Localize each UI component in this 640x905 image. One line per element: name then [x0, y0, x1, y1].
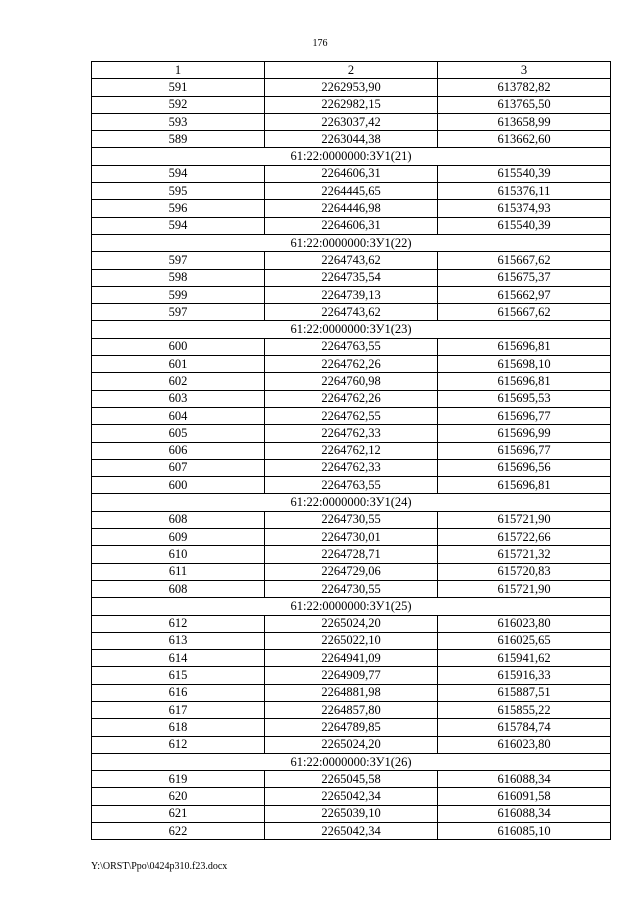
coordinate-y: 615675,37 — [438, 269, 611, 286]
table-row — [92, 546, 611, 563]
point-number: 615 — [92, 667, 265, 684]
table-row — [92, 771, 611, 788]
coordinate-y: 615696,77 — [438, 442, 611, 459]
table-row — [92, 113, 611, 130]
table-row — [92, 338, 611, 355]
point-number: 616 — [92, 684, 265, 701]
point-number: 622 — [92, 823, 265, 840]
point-number: 594 — [92, 217, 265, 234]
coordinate-y: 613782,82 — [438, 79, 611, 96]
coordinate-x: 2264763,55 — [265, 477, 438, 494]
coordinate-y: 615696,56 — [438, 459, 611, 476]
coordinate-x: 2263037,42 — [265, 113, 438, 130]
coordinate-x: 2265045,58 — [265, 771, 438, 788]
point-number: 611 — [92, 563, 265, 580]
coordinate-x: 2264730,01 — [265, 529, 438, 546]
coordinate-y: 616091,58 — [438, 788, 611, 805]
coordinate-x: 2262982,15 — [265, 96, 438, 113]
coordinate-y: 613765,50 — [438, 96, 611, 113]
point-number: 600 — [92, 338, 265, 355]
point-number: 609 — [92, 529, 265, 546]
coordinate-x: 2264762,33 — [265, 459, 438, 476]
coordinate-y: 615696,81 — [438, 338, 611, 355]
column-header-2: 2 — [265, 62, 438, 79]
point-number: 610 — [92, 546, 265, 563]
coordinate-y: 615374,93 — [438, 200, 611, 217]
coordinates-table-body — [92, 62, 611, 840]
table-row — [92, 390, 611, 407]
point-number: 592 — [92, 96, 265, 113]
coordinate-y: 615855,22 — [438, 701, 611, 718]
table-row — [92, 425, 611, 442]
table-row — [92, 286, 611, 303]
coordinate-y: 616023,80 — [438, 736, 611, 753]
coordinate-x: 2264762,26 — [265, 356, 438, 373]
point-number: 608 — [92, 580, 265, 597]
point-number: 597 — [92, 304, 265, 321]
table-row — [92, 96, 611, 113]
coordinate-x: 2264446,98 — [265, 200, 438, 217]
point-number: 621 — [92, 805, 265, 822]
table-row — [92, 529, 611, 546]
coordinate-x: 2264739,13 — [265, 286, 438, 303]
table-row — [92, 200, 611, 217]
coordinate-y: 615916,33 — [438, 667, 611, 684]
table-row — [92, 442, 611, 459]
point-number: 602 — [92, 373, 265, 390]
point-number: 600 — [92, 477, 265, 494]
coordinate-y: 616085,10 — [438, 823, 611, 840]
coordinate-y: 615720,83 — [438, 563, 611, 580]
coordinate-y: 615540,39 — [438, 217, 611, 234]
coordinate-x: 2265024,20 — [265, 736, 438, 753]
coordinate-y: 613662,60 — [438, 131, 611, 148]
coordinate-y: 615887,51 — [438, 684, 611, 701]
section-row — [92, 753, 611, 770]
coordinate-y: 615540,39 — [438, 165, 611, 182]
table-row — [92, 304, 611, 321]
table-row — [92, 165, 611, 182]
table-row — [92, 373, 611, 390]
coordinate-x: 2264760,98 — [265, 373, 438, 390]
coordinate-y: 615721,90 — [438, 580, 611, 597]
coordinate-x: 2264762,33 — [265, 425, 438, 442]
point-number: 606 — [92, 442, 265, 459]
table-row — [92, 701, 611, 718]
coordinate-y: 615695,53 — [438, 390, 611, 407]
coordinate-x: 2265042,34 — [265, 823, 438, 840]
point-number: 594 — [92, 165, 265, 182]
section-label: 61:22:0000000:ЗУ1(23) — [92, 321, 611, 338]
point-number: 593 — [92, 113, 265, 130]
page-number: 176 — [312, 38, 328, 49]
coordinate-y: 615667,62 — [438, 304, 611, 321]
coordinate-y: 615696,99 — [438, 425, 611, 442]
table-row — [92, 252, 611, 269]
coordinate-x: 2264763,55 — [265, 338, 438, 355]
table-row — [92, 823, 611, 840]
coordinate-x: 2264857,80 — [265, 701, 438, 718]
file-path-footer: Y:\ORST\Ppo\0424p310.f23.docx — [91, 861, 228, 872]
column-header-3: 3 — [438, 62, 611, 79]
coordinate-y: 616088,34 — [438, 771, 611, 788]
point-number: 604 — [92, 407, 265, 424]
coordinate-x: 2264735,54 — [265, 269, 438, 286]
coordinate-x: 2263044,38 — [265, 131, 438, 148]
coordinate-y: 615376,11 — [438, 183, 611, 200]
coordinate-x: 2264743,62 — [265, 304, 438, 321]
point-number: 591 — [92, 79, 265, 96]
coordinate-x: 2265039,10 — [265, 805, 438, 822]
section-row — [92, 598, 611, 615]
table-row — [92, 719, 611, 736]
point-number: 589 — [92, 131, 265, 148]
table-row — [92, 563, 611, 580]
coordinate-y: 616088,34 — [438, 805, 611, 822]
coordinate-x: 2264445,65 — [265, 183, 438, 200]
point-number: 619 — [92, 771, 265, 788]
coordinate-y: 616025,65 — [438, 632, 611, 649]
point-number: 607 — [92, 459, 265, 476]
table-row — [92, 217, 611, 234]
coordinate-y: 615696,77 — [438, 407, 611, 424]
coordinate-y: 615662,97 — [438, 286, 611, 303]
point-number: 620 — [92, 788, 265, 805]
table-row — [92, 183, 611, 200]
point-number: 599 — [92, 286, 265, 303]
coordinate-x: 2265022,10 — [265, 632, 438, 649]
section-row — [92, 148, 611, 165]
coordinate-x: 2264730,55 — [265, 511, 438, 528]
coordinate-y: 616023,80 — [438, 615, 611, 632]
coordinate-x: 2265042,34 — [265, 788, 438, 805]
point-number: 597 — [92, 252, 265, 269]
coordinate-x: 2264762,12 — [265, 442, 438, 459]
table-row — [92, 736, 611, 753]
coordinate-y: 615696,81 — [438, 373, 611, 390]
coordinate-x: 2264606,31 — [265, 217, 438, 234]
point-number: 598 — [92, 269, 265, 286]
coordinate-x: 2262953,90 — [265, 79, 438, 96]
coordinate-x: 2265024,20 — [265, 615, 438, 632]
coordinate-y: 615941,62 — [438, 650, 611, 667]
table-header-row — [92, 62, 611, 79]
table-row — [92, 269, 611, 286]
table-row — [92, 131, 611, 148]
table-row — [92, 805, 611, 822]
coordinate-y: 615721,90 — [438, 511, 611, 528]
point-number: 617 — [92, 701, 265, 718]
coordinate-y: 615667,62 — [438, 252, 611, 269]
coordinates-table — [91, 61, 611, 840]
section-label: 61:22:0000000:ЗУ1(24) — [92, 494, 611, 511]
section-row — [92, 321, 611, 338]
coordinate-x: 2264881,98 — [265, 684, 438, 701]
coordinate-y: 613658,99 — [438, 113, 611, 130]
point-number: 603 — [92, 390, 265, 407]
point-number: 605 — [92, 425, 265, 442]
coordinate-x: 2264606,31 — [265, 165, 438, 182]
point-number: 612 — [92, 736, 265, 753]
table-row — [92, 407, 611, 424]
table-row — [92, 79, 611, 96]
table-row — [92, 684, 611, 701]
point-number: 595 — [92, 183, 265, 200]
coordinate-y: 615722,66 — [438, 529, 611, 546]
table-row — [92, 650, 611, 667]
table-row — [92, 459, 611, 476]
coordinate-x: 2264762,26 — [265, 390, 438, 407]
coordinate-y: 615784,74 — [438, 719, 611, 736]
point-number: 608 — [92, 511, 265, 528]
coordinate-x: 2264743,62 — [265, 252, 438, 269]
table-row — [92, 788, 611, 805]
coordinate-x: 2264729,06 — [265, 563, 438, 580]
point-number: 613 — [92, 632, 265, 649]
point-number: 618 — [92, 719, 265, 736]
section-label: 61:22:0000000:ЗУ1(26) — [92, 753, 611, 770]
coordinate-x: 2264789,85 — [265, 719, 438, 736]
table-row — [92, 580, 611, 597]
coordinate-x: 2264909,77 — [265, 667, 438, 684]
coordinate-y: 615721,32 — [438, 546, 611, 563]
table-row — [92, 356, 611, 373]
section-row — [92, 234, 611, 251]
coordinate-x: 2264728,71 — [265, 546, 438, 563]
section-label: 61:22:0000000:ЗУ1(22) — [92, 234, 611, 251]
coordinate-x: 2264762,55 — [265, 407, 438, 424]
point-number: 612 — [92, 615, 265, 632]
table-row — [92, 477, 611, 494]
coordinate-y: 615698,10 — [438, 356, 611, 373]
point-number: 601 — [92, 356, 265, 373]
table-row — [92, 511, 611, 528]
section-label: 61:22:0000000:ЗУ1(21) — [92, 148, 611, 165]
coordinate-x: 2264730,55 — [265, 580, 438, 597]
column-header-1: 1 — [92, 62, 265, 79]
table-row — [92, 667, 611, 684]
coordinate-x: 2264941,09 — [265, 650, 438, 667]
section-row — [92, 494, 611, 511]
table-row — [92, 632, 611, 649]
point-number: 596 — [92, 200, 265, 217]
coordinate-y: 615696,81 — [438, 477, 611, 494]
table-row — [92, 615, 611, 632]
point-number: 614 — [92, 650, 265, 667]
section-label: 61:22:0000000:ЗУ1(25) — [92, 598, 611, 615]
